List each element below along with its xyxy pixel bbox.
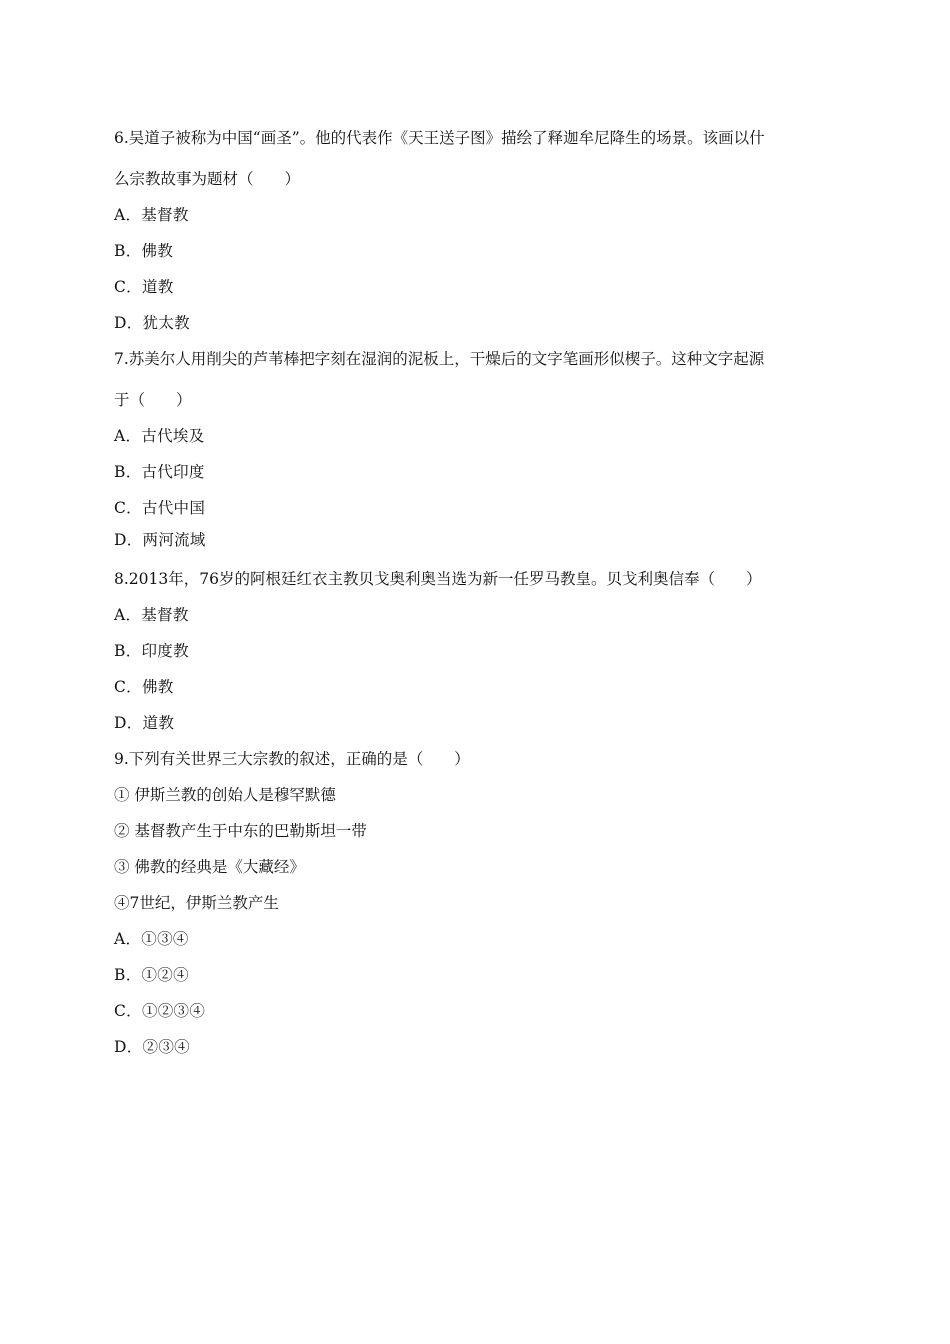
question-6-option-d: D．犹太教	[114, 314, 190, 332]
question-9-option-c: C．①②③④	[114, 1002, 206, 1020]
question-7-option-a: A．古代埃及	[114, 427, 205, 445]
question-6-stem-line-2: 么宗教故事为题材（ ）	[114, 170, 301, 188]
question-8-option-c: C．佛教	[114, 678, 174, 696]
question-9-stem-line-1: 9.下列有关世界三大宗教的叙述，正确的是（ ）	[114, 750, 470, 768]
question-9-statement-2: ② 基督教产生于中东的巴勒斯坦一带	[114, 822, 367, 840]
question-9-option-a: A．①③④	[114, 930, 189, 948]
question-8-stem-line-1: 8.2013年，76岁的阿根廷红衣主教贝戈奥利奥当选为新一任罗马教皇。贝戈利奥信奉（ ）	[114, 570, 762, 588]
question-8-option-a: A．基督教	[114, 606, 189, 624]
question-7-stem-line-1: 7.苏美尔人用削尖的芦苇棒把字刻在湿润的泥板上，干燥后的文字笔画形似楔子。这种文字起源	[114, 350, 765, 368]
question-6-option-c: C．道教	[114, 278, 174, 296]
question-6-option-a: A．基督教	[114, 206, 189, 224]
question-9-statement-1: ① 伊斯兰教的创始人是穆罕默德	[114, 786, 336, 804]
question-8-option-b: B．印度教	[114, 642, 189, 660]
question-9-option-b: B．①②④	[114, 966, 189, 984]
question-9-statement-4: ④7世纪，伊斯兰教产生	[114, 894, 279, 912]
question-8-option-d: D．道教	[114, 714, 175, 732]
question-7-option-c: C．古代中国	[114, 499, 206, 517]
question-7-option-b: B．古代印度	[114, 463, 205, 481]
question-6-option-b: B．佛教	[114, 242, 174, 260]
question-9-option-d: D．②③④	[114, 1038, 190, 1056]
question-7-stem-line-2: 于（ ）	[114, 391, 192, 409]
question-6-stem-line-1: 6.吴道子被称为中国“画圣”。他的代表作《天王送子图》描绘了释迦牟尼降生的场景。该画以什	[114, 129, 765, 147]
question-7-option-d: D．两河流域	[114, 531, 206, 549]
question-9-statement-3: ③ 佛教的经典是《大藏经》	[114, 858, 305, 876]
